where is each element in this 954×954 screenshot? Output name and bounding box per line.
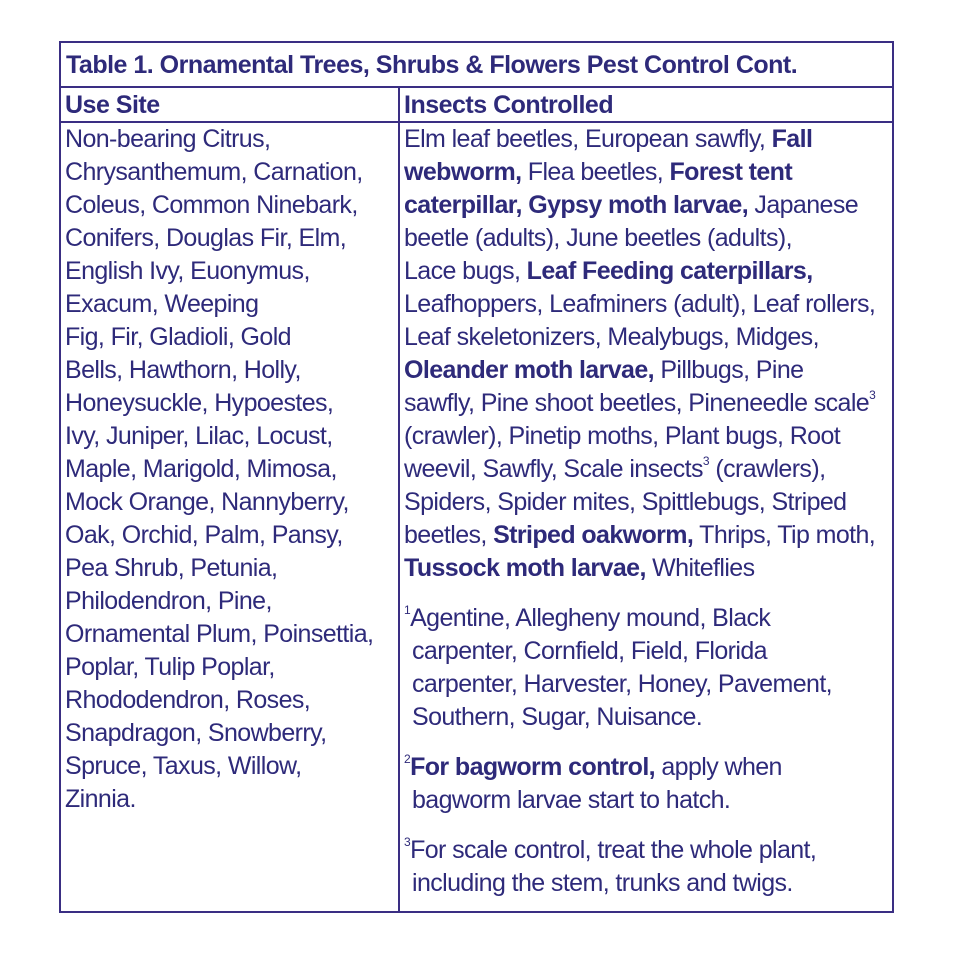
footnote-ref: 3: [869, 388, 876, 402]
insects-text: Thrips, Tip moth,: [693, 521, 876, 549]
use-site-line: Maple, Marigold, Mimosa,: [65, 455, 337, 483]
footnote-line: carpenter, Harvester, Honey, Pavement,: [412, 670, 833, 698]
use-site-line: Snapdragon, Snowberry,: [65, 719, 327, 747]
insects-bold-text: Oleander moth larvae,: [404, 356, 654, 384]
insects-line: (crawler), Pinetip moths, Plant bugs, Root: [404, 422, 841, 450]
use-site-line: Philodendron, Pine,: [65, 587, 272, 615]
use-site-line: Bells, Hawthorn, Holly,: [65, 356, 301, 384]
insects-line: [404, 387, 892, 420]
use-site-line: Exacum, Weeping: [65, 290, 259, 318]
insects-text: Flea beetles,: [521, 158, 670, 186]
footnote-line: bagworm larvae start to hatch.: [412, 786, 731, 814]
use-site-line: Zinnia.: [65, 785, 136, 813]
use-site-line: Non-bearing Citrus,: [65, 125, 271, 153]
insects-line: [404, 354, 892, 387]
insects-line: [404, 123, 892, 156]
insects-bold-text: Striped oakworm,: [493, 521, 694, 549]
footnote-line: Southern, Sugar, Nuisance.: [412, 703, 703, 731]
insects-line: [404, 453, 892, 486]
use-site-line: Rhododendron, Roses,: [65, 686, 311, 714]
pest-control-table: [59, 41, 894, 913]
use-site-line: Ivy, Juniper, Lilac, Locust,: [65, 422, 333, 450]
use-site-line: Conifers, Douglas Fir, Elm,: [65, 224, 347, 252]
insects-text: weevil, Sawfly, Scale insects: [404, 455, 703, 483]
insects-line: [404, 519, 892, 552]
footnote-1: [404, 602, 892, 734]
insects-text: sawfly, Pine shoot beetles, Pineneedle scale: [404, 389, 870, 417]
insects-text: Pillbugs, Pine: [654, 356, 804, 384]
footnote-text: Agentine, Allegheny mound, Black: [410, 604, 771, 632]
footnote-line: [404, 751, 892, 784]
header-insects-controlled: Insects Controlled: [400, 88, 894, 123]
footnote-mark: 2: [404, 752, 411, 766]
insects-bold-text: caterpillar, Gypsy moth larvae,: [404, 191, 749, 219]
insects-bold-text: webworm,: [404, 158, 522, 186]
insects-text: Elm leaf beetles, European sawfly,: [404, 125, 772, 153]
insects-line: [404, 552, 892, 585]
use-site-line: Fig, Fir, Gladioli, Gold: [65, 323, 291, 351]
footnote-2: [404, 751, 892, 817]
use-site-line: Poplar, Tulip Poplar,: [65, 653, 275, 681]
footnote-text: apply when: [655, 753, 782, 781]
insects-bold-text: Tussock moth larvae,: [404, 554, 646, 582]
footnote-3: [404, 834, 892, 900]
insects-text: Whiteflies: [645, 554, 755, 582]
insects-line: Leaf skeletonizers, Mealybugs, Midges,: [404, 323, 819, 351]
table-title: Table 1. Ornamental Trees, Shrubs & Flowers Pest Control Cont.: [61, 43, 892, 88]
use-site-cell: [65, 123, 395, 816]
footnote-line: including the stem, trunks and twigs.: [412, 869, 793, 897]
use-site-line: Spruce, Taxus, Willow,: [65, 752, 302, 780]
insects-text: beetles,: [404, 521, 494, 549]
use-site-line: Oak, Orchid, Palm, Pansy,: [65, 521, 343, 549]
insects-bold-text: Leaf Feeding caterpillars,: [526, 257, 813, 285]
header-use-site: Use Site: [61, 88, 400, 123]
footnote-mark: 3: [404, 835, 411, 849]
footnote-line: [404, 602, 892, 635]
insects-text: Lace bugs,: [404, 257, 527, 285]
insects-text: Japanese: [748, 191, 859, 219]
footnote-line: [404, 834, 892, 867]
insects-line: [404, 255, 892, 288]
insects-text: (crawlers),: [709, 455, 826, 483]
use-site-line: Ornamental Plum, Poinsettia,: [65, 620, 374, 648]
insects-line: Leafhoppers, Leafminers (adult), Leaf rollers,: [404, 290, 876, 318]
use-site-line: Chrysanthemum, Carnation,: [65, 158, 363, 186]
footnote-ref: 3: [702, 454, 709, 468]
insects-bold-text: Fall: [771, 125, 813, 153]
footnote-text: For scale control, treat the whole plant,: [410, 836, 817, 864]
column-divider: [398, 88, 400, 913]
insects-line: Spiders, Spider mites, Spittlebugs, Striped: [404, 488, 847, 516]
insects-bold-text: Forest tent: [669, 158, 793, 186]
use-site-line: Honeysuckle, Hypoestes,: [65, 389, 334, 417]
use-site-line: Pea Shrub, Petunia,: [65, 554, 278, 582]
footnote-mark: 1: [404, 603, 411, 617]
insects-line: [404, 189, 892, 222]
use-site-line: Coleus, Common Ninebark,: [65, 191, 358, 219]
use-site-line: Mock Orange, Nannyberry,: [65, 488, 349, 516]
footnote-line: carpenter, Cornfield, Field, Florida: [412, 637, 767, 665]
insects-line: beetle (adults), June beetles (adults),: [404, 224, 792, 252]
insects-controlled-cell: [404, 123, 892, 900]
insects-line: [404, 156, 892, 189]
use-site-line: English Ivy, Euonymus,: [65, 257, 310, 285]
footnote-bold-text: For bagworm control,: [410, 753, 656, 781]
